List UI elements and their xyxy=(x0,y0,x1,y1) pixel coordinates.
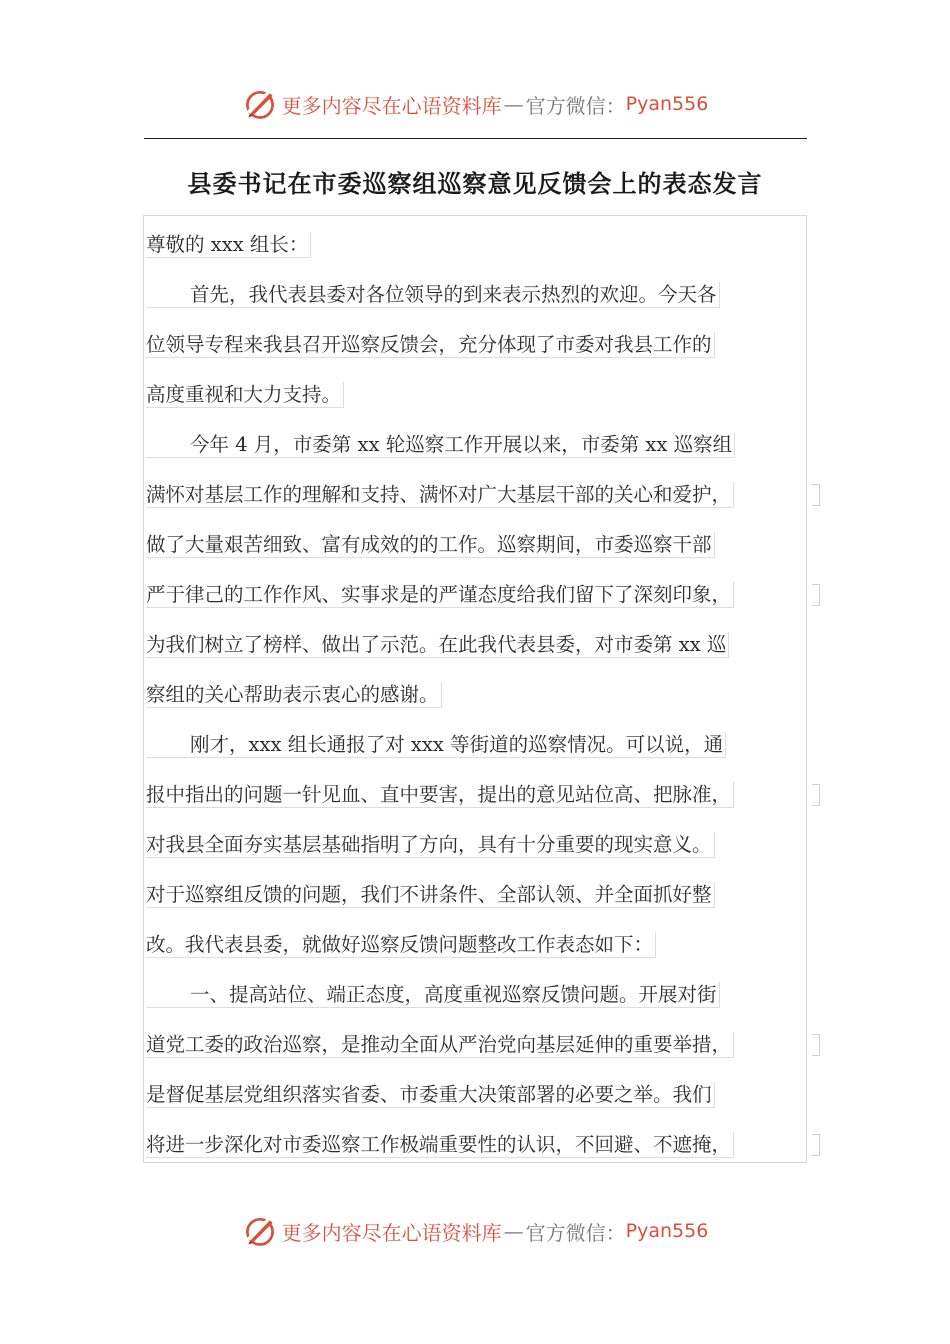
banner-wechat-handle: Pyan556 xyxy=(625,93,709,115)
text-line: 高度重视和大力支持。 xyxy=(146,382,344,408)
text-line: 改。我代表县委，就做好巡察反馈问题整改工作表态如下： xyxy=(146,932,656,958)
overflow-marker xyxy=(812,584,820,606)
overflow-marker xyxy=(812,784,820,806)
text-line: 一、提高站位、端正态度，高度重视巡察反馈问题。开展对街 xyxy=(146,982,720,1008)
text-line: 道党工委的政治巡察，是推动全面从严治党向基层延伸的重要举措， xyxy=(146,1032,734,1058)
text-line: 今年 4 月，市委第 xx 轮巡察工作开展以来，市委第 xx 巡察组 xyxy=(146,432,735,458)
text-line: 报中指出的问题一针见血、直中要害，提出的意见站位高、把脉准， xyxy=(146,782,734,808)
banner-wechat-handle: Pyan556 xyxy=(625,1220,709,1242)
text-line: 尊敬的 xxx 组长： xyxy=(146,232,311,258)
text-line: 是督促基层党组织落实省委、市委重大决策部署的必要之举。我们 xyxy=(146,1082,715,1108)
banner-official-label: 官方微信： xyxy=(525,1220,626,1245)
pen-logo-icon xyxy=(242,1213,278,1249)
text-line: 位领导专程来我县召开巡察反馈会，充分体现了市委对我县工作的 xyxy=(146,332,715,358)
text-line: 首先，我代表县委对各位领导的到来表示热烈的欢迎。今天各 xyxy=(146,282,720,308)
header-banner xyxy=(0,82,950,126)
text-line: 做了大量艰苦细致、富有成效的的工作。巡察期间，市委巡察干部 xyxy=(146,532,715,558)
footer-banner xyxy=(0,1209,950,1253)
banner-dash: — xyxy=(503,1219,524,1243)
overflow-marker xyxy=(812,1134,820,1156)
header-divider xyxy=(144,138,807,139)
overflow-marker xyxy=(812,1034,820,1056)
banner-official-label: 官方微信： xyxy=(525,93,626,118)
text-line: 察组的关心帮助表示衷心的感谢。 xyxy=(146,682,442,708)
banner-main-text: 更多内容尽在心语资料库 xyxy=(281,93,502,118)
text-line: 刚才，xxx 组长通报了对 xxx 等街道的巡察情况。可以说，通 xyxy=(146,732,726,758)
text-line: 严于律己的工作作风、实事求是的严谨态度给我们留下了深刻印象， xyxy=(146,582,734,608)
text-line: 将进一步深化对市委巡察工作极端重要性的认识，不回避、不遮掩， xyxy=(146,1132,734,1158)
banner-main-text: 更多内容尽在心语资料库 xyxy=(281,1220,502,1245)
text-line: 对于巡察组反馈的问题，我们不讲条件、全部认领、并全面抓好整 xyxy=(146,882,715,908)
overflow-marker xyxy=(812,484,820,506)
document-title: 县委书记在市委巡察组巡察意见反馈会上的表态发言 xyxy=(187,170,763,198)
pen-logo-icon xyxy=(242,86,278,122)
banner-dash: — xyxy=(503,92,524,116)
text-line: 满怀对基层工作的理解和支持、满怀对广大基层干部的关心和爱护， xyxy=(146,482,734,508)
text-line: 为我们树立了榜样、做出了示范。在此我代表县委，对市委第 xx 巡 xyxy=(146,632,729,658)
text-line: 对我县全面夯实基层基础指明了方向，具有十分重要的现实意义。 xyxy=(146,832,715,858)
